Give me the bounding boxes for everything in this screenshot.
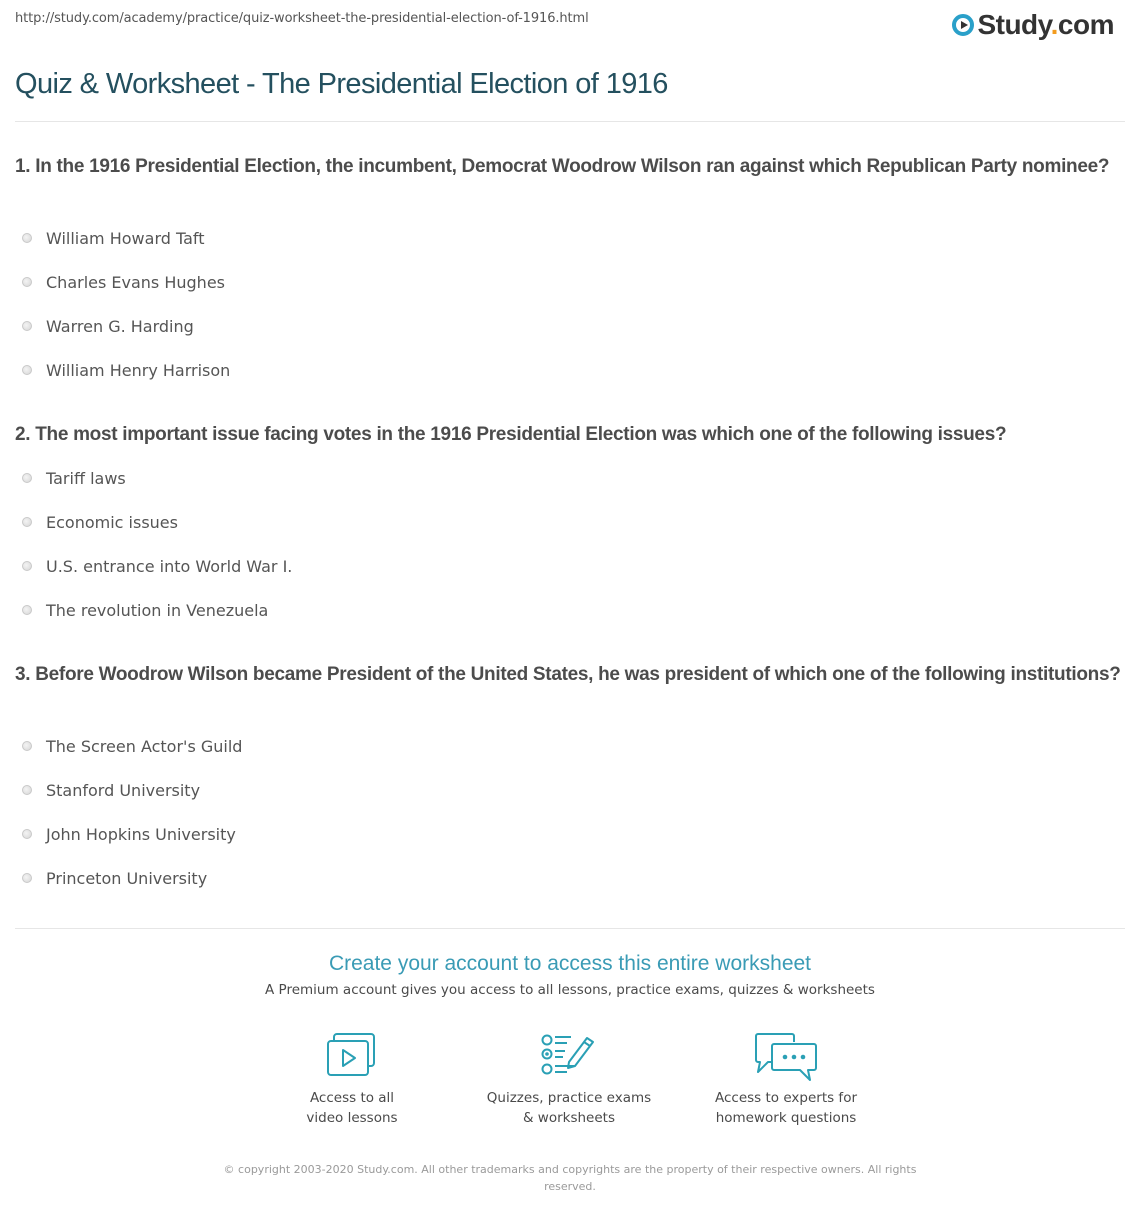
radio-icon[interactable] [22,605,32,615]
answer-label: U.S. entrance into World War I. [46,556,293,576]
radio-icon[interactable] [22,517,32,527]
answer-option[interactable] [22,856,242,900]
copyright-notice: © copyright 2003-2020 Study.com. All other trademarks and copyrights are the property of their respective owners. All rights reserved. [223,1163,917,1193]
quiz-checklist-icon [541,1032,597,1078]
question-1: 1. In the 1916 Presidential Election, the incumbent, Democrat Woodrow Wilson ran against which Republican Party nominee? [15,156,1110,177]
radio-icon[interactable] [22,473,32,483]
page-title: Quiz & Worksheet - The Presidential Election of 1916 [15,68,668,100]
logo-dot: . [1050,9,1058,40]
radio-icon[interactable] [22,785,32,795]
radio-icon[interactable] [22,561,32,571]
answer-list-3 [22,724,242,900]
feature-quizzes [469,1032,669,1128]
premium-description: A Premium account gives you access to all lessons, practice exams, quizzes & worksheets [265,982,875,998]
page-url: http://study.com/academy/practice/quiz-worksheet-the-presidential-election-of-1916.html [15,11,589,26]
feature-line1: Access to all [309,1090,395,1106]
answer-label: William Howard Taft [46,228,205,248]
feature-line2: homework questions [715,1110,857,1126]
answer-option[interactable] [22,500,292,544]
answer-option[interactable] [22,456,292,500]
radio-icon[interactable] [22,829,32,839]
feature-line1: Access to experts for [714,1090,857,1106]
feature-experts [686,1032,886,1128]
answer-option[interactable] [22,304,230,348]
video-lessons-icon [326,1032,378,1078]
answer-label: Warren G. Harding [46,316,194,336]
question-3: 3. Before Woodrow Wilson became President of the United States, he was president of which one of the following institutions? [15,664,1121,685]
radio-icon[interactable] [22,873,32,883]
answer-option[interactable] [22,768,242,812]
radio-icon[interactable] [22,741,32,751]
radio-icon[interactable] [22,233,32,243]
radio-icon[interactable] [22,321,32,331]
answer-option[interactable] [22,260,230,304]
answer-label: John Hopkins University [46,824,236,844]
section-divider [15,928,1125,929]
study-logo[interactable] [952,9,1114,41]
feature-video-lessons [252,1032,452,1128]
answer-list-1 [22,216,230,392]
answer-label: Princeton University [46,868,208,888]
logo-suffix: com [1057,9,1114,40]
answer-option[interactable] [22,724,242,768]
play-logo-icon [952,14,974,36]
title-divider [15,121,1125,122]
answer-option[interactable] [22,812,242,856]
answer-label: Economic issues [46,512,178,532]
radio-icon[interactable] [22,277,32,287]
answer-label: The Screen Actor's Guild [46,736,243,756]
answer-option[interactable] [22,544,292,588]
radio-icon[interactable] [22,365,32,375]
question-2: 2. The most important issue facing votes in the 1916 Presidential Election was which one of the following issues? [15,424,1007,445]
answer-option[interactable] [22,216,230,260]
answer-list-2 [22,456,292,632]
answer-option[interactable] [22,348,230,392]
create-account-link[interactable]: Create your account to access this entire worksheet [328,952,812,975]
answer-label: Tariff laws [46,468,126,488]
answer-option[interactable] [22,588,292,632]
feature-line2: video lessons [306,1110,398,1126]
answer-label: Charles Evans Hughes [46,272,225,292]
answer-label: Stanford University [46,780,201,800]
answer-label: William Henry Harrison [46,360,231,380]
feature-line2: & worksheets [522,1110,615,1126]
logo-main: Study [977,9,1051,40]
answer-label: The revolution in Venezuela [46,600,269,620]
chat-bubbles-icon [754,1032,818,1082]
feature-line1: Quizzes, practice exams [486,1090,652,1106]
